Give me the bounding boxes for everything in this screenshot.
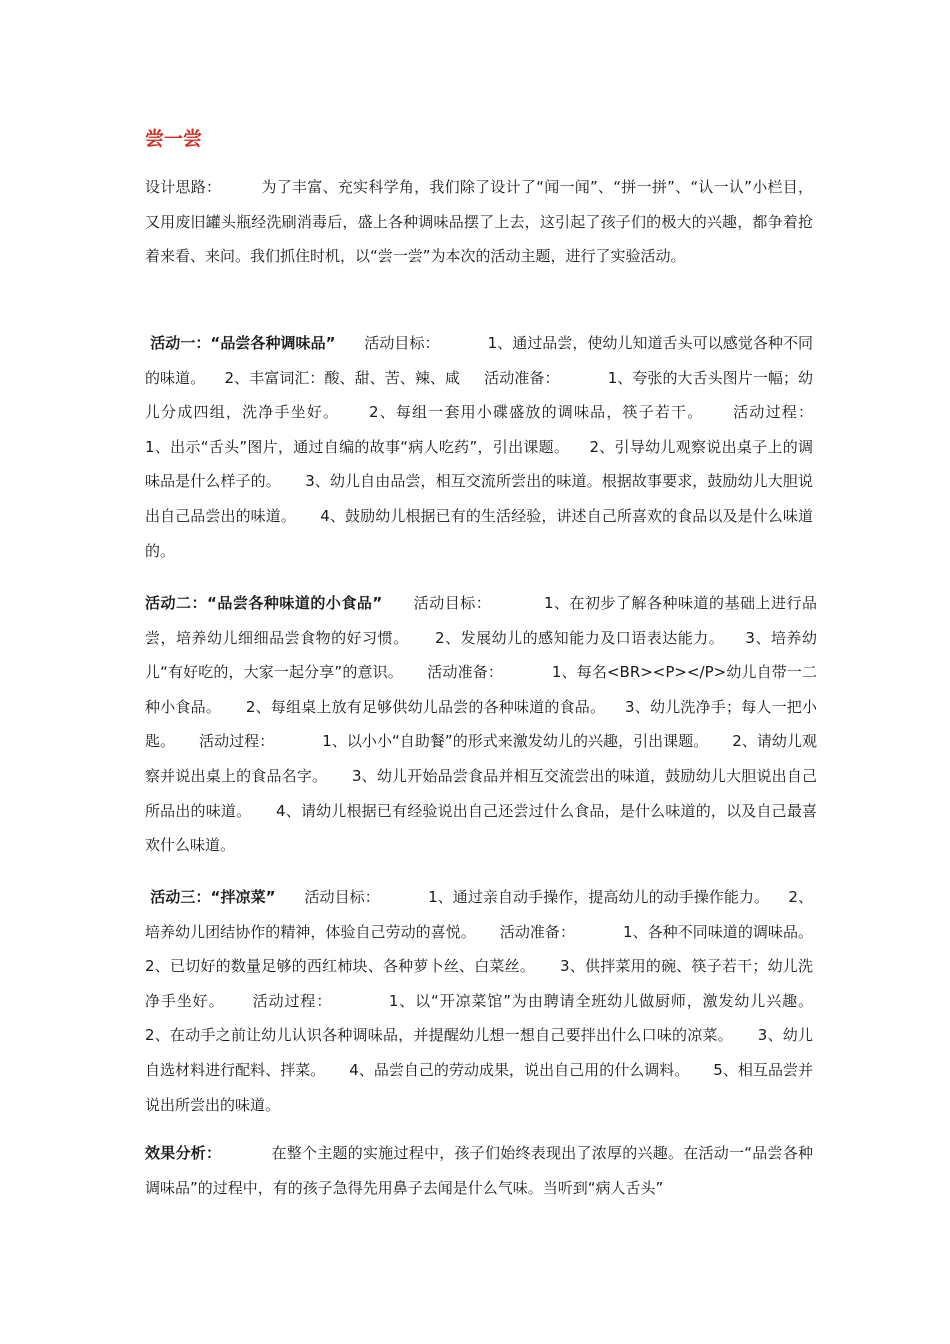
design-idea-label: 设计思路： [145, 178, 222, 196]
activity-2-paragraph [145, 586, 817, 863]
result-analysis-label: 效果分析： [145, 1144, 222, 1162]
activity-2-text: 活动目标： 1、在初步了解各种味道的基础上进行品尝，培养幼儿细细品尝食物的好习惯。 2、发展幼儿的感知能力及口语表达能力。 3、培养幼儿“有好吃的，大家一起分享”的意识。 活动准备： 1、每名<BR><P></P>幼儿自带一二种小食品。 2、每组桌上放有足够供幼儿品尝的各种味道的食品。 3、幼儿洗净手；每人一把小匙。 活动过程： 1、以小小“自助餐”的形式来激发幼儿的兴趣，引出课题。 2、请幼儿观察并说出桌上的食品名字。 3、幼儿开始品尝食品并相互交流尝出的味道，鼓励幼儿大胆说出自己所品出的味道。 4、请幼儿根据已有经验说出自己还尝过什么食品，是什么味道的，以及自己最喜欢什么味道。 [145, 594, 817, 855]
result-analysis-paragraph [145, 1136, 813, 1205]
activity-3-paragraph [145, 880, 837, 1122]
design-idea-text: 为了丰富、充实科学角，我们除了设计了“闻一闻”、“拼一拼”、“认一认”小栏目，又用废旧罐头瓶经洗刷消毒后，盛上各种调味品摆了上去，这引起了孩子们的极大的兴趣，都争着抢着来看、来问。我们抓住时机，以“尝一尝”为本次的活动主题，进行了实验活动。 [145, 178, 813, 266]
result-analysis-text: 在整个主题的实施过程中，孩子们始终表现出了浓厚的兴趣。在活动一“品尝各种调味品”的过程中，有的孩子急得先用鼻子去闻是什么气味。当听到“病人舌头” [145, 1144, 813, 1197]
activity-3-text: 活动目标： 1、通过亲自动手操作，提高幼儿的动手操作能力。 2、培养幼儿团结协作的精神，体验自己劳动的喜悦。 活动准备： 1、各种不同味道的调味品。 2、已切好的数量足够的西红柿块、各种萝卜丝、白菜丝。 3、供拌菜用的碗、筷子若干；幼儿洗净手坐好。 活动过程： 1、以“开凉菜馆”为由聘请全班幼儿做厨师，激发幼儿兴趣。 2、在动手之前让幼儿认识各种调味品，并提醒幼儿想一想自己要拌出什么口味的凉菜。 3、幼儿自选材料进行配料、拌菜。 4、品尝自己的劳动成果，说出自己用的什么调料。 5、相互品尝并说出所尝出的味道。 [145, 888, 837, 1114]
activity-3-heading: 活动三：“拌凉菜” [145, 888, 276, 906]
activity-1-paragraph [145, 326, 861, 568]
activity-2-heading: 活动二：“品尝各种味道的小食品” [145, 594, 383, 612]
activity-1-text: 活动目标： 1、通过品尝，使幼儿知道舌头可以感觉各种不同的味道。 2、丰富词汇：酸、甜、苦、辣、咸 活动准备： 1、夸张的大舌头图片一幅；幼儿分成四组，洗净手坐好。 2、每组一套用小碟盛放的调味品，筷子若干。 活动过程： 1、出示“舌头”图片，通过自编的故事“病人吃药”，引出课题。 2、引导幼儿观察说出桌子上的调味品是什么样子的。 3、幼儿自由品尝，相互交流所尝出的味道。根据故事要求，鼓励幼儿大胆说出自己品尝出的味道。 4、鼓励幼儿根据已有的生活经验，讲述自己所喜欢的食品以及是什么味道的。 [145, 334, 861, 560]
design-idea-paragraph [145, 170, 813, 274]
activity-1-heading: 活动一：“品尝各种调味品” [145, 334, 336, 352]
document-title: 尝一尝 [145, 128, 203, 150]
